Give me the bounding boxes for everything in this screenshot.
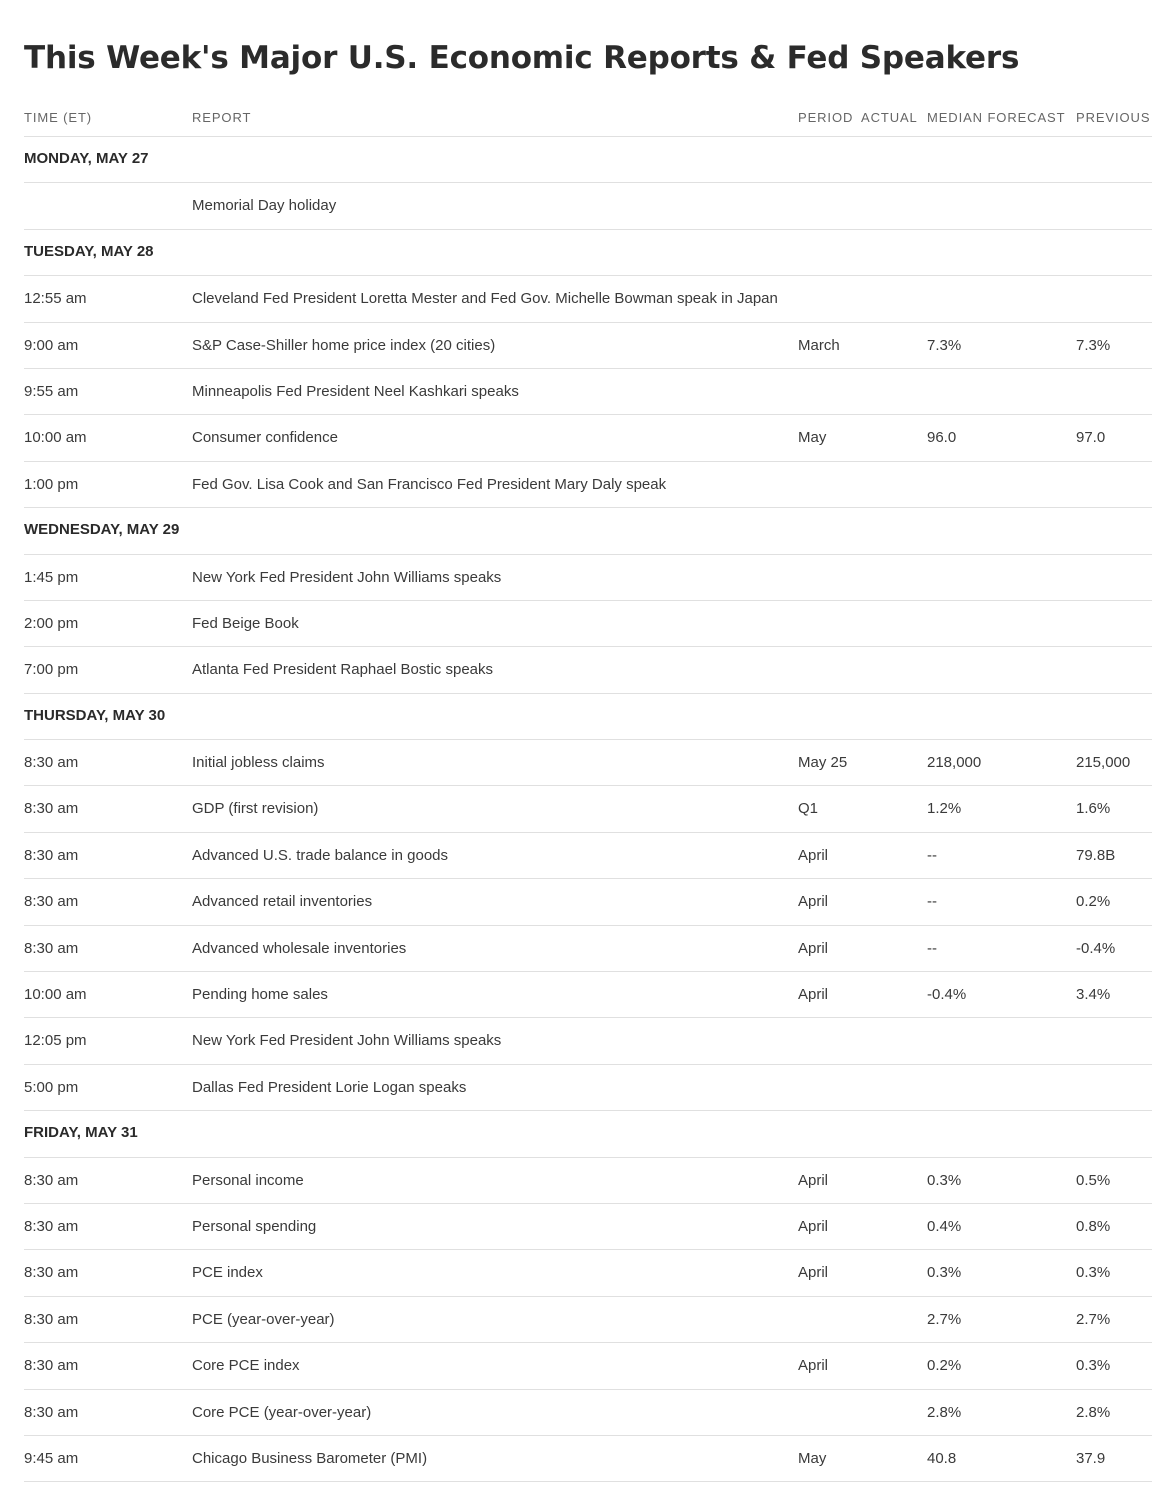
- time-cell: 10:00 am: [24, 986, 87, 1004]
- report-cell: Core PCE index: [192, 1357, 300, 1375]
- period-cell: April: [798, 893, 829, 911]
- table-row: [24, 323, 1152, 369]
- report-cell: Atlanta Fed President Raphael Bostic speaks: [192, 661, 494, 679]
- table-row: [24, 1390, 1152, 1436]
- median-forecast-cell: --: [927, 893, 937, 911]
- time-cell: 8:30 am: [24, 1357, 79, 1375]
- median-forecast-cell: 0.3%: [927, 1171, 962, 1189]
- median-forecast-cell: 2.8%: [927, 1403, 962, 1421]
- report-cell: New York Fed President John Williams speaks: [192, 1032, 502, 1050]
- table-row: [24, 1204, 1152, 1250]
- previous-cell: 97.0: [1076, 429, 1106, 447]
- time-cell: 8:30 am: [24, 800, 79, 818]
- time-cell: 12:55 am: [24, 290, 87, 308]
- day-header-row: [24, 694, 1152, 740]
- previous-cell: 2.7%: [1076, 1310, 1111, 1328]
- median-forecast-cell: 7.3%: [927, 336, 962, 354]
- period-cell: Q1: [798, 800, 819, 818]
- report-cell: Initial jobless claims: [192, 754, 325, 772]
- period-cell: May: [798, 1449, 827, 1467]
- time-cell: 8:30 am: [24, 893, 79, 911]
- time-cell: 1:00 pm: [24, 475, 79, 493]
- previous-cell: 79.8B: [1076, 846, 1116, 864]
- day-header-row: [24, 137, 1152, 183]
- report-cell: Fed Gov. Lisa Cook and San Francisco Fed President Mary Daly speak: [192, 475, 667, 493]
- period-cell: April: [798, 939, 829, 957]
- previous-cell: 3.4%: [1076, 986, 1111, 1004]
- table-row: [24, 183, 1152, 229]
- day-label: FRIDAY, MAY 31: [24, 1124, 138, 1142]
- report-cell: Core PCE (year-over-year): [192, 1403, 372, 1421]
- median-forecast-cell: --: [927, 939, 937, 957]
- page-title: This Week's Major U.S. Economic Reports & Fed Speakers: [24, 40, 1020, 76]
- previous-cell: 37.9: [1076, 1449, 1106, 1467]
- table-body: [24, 137, 1152, 1482]
- report-cell: PCE (year-over-year): [192, 1310, 335, 1328]
- day-label: TUESDAY, MAY 28: [24, 242, 154, 260]
- period-cell: April: [798, 1171, 829, 1189]
- period-cell: March: [798, 336, 840, 354]
- period-cell: May 25: [798, 754, 848, 772]
- median-forecast-cell: 1.2%: [927, 800, 962, 818]
- previous-cell: -0.4%: [1076, 939, 1116, 957]
- median-forecast-cell: 40.8: [927, 1449, 957, 1467]
- median-forecast-cell: 0.3%: [927, 1264, 962, 1282]
- time-cell: 10:00 am: [24, 429, 87, 447]
- report-cell: PCE index: [192, 1264, 263, 1282]
- report-cell: GDP (first revision): [192, 800, 319, 818]
- table-row: [24, 1297, 1152, 1343]
- column-header-actual: ACTUAL: [861, 110, 918, 125]
- previous-cell: 0.5%: [1076, 1171, 1111, 1189]
- time-cell: 8:30 am: [24, 754, 79, 772]
- report-cell: Personal spending: [192, 1217, 317, 1235]
- time-cell: 9:00 am: [24, 336, 79, 354]
- table-row: [24, 833, 1152, 879]
- table-row: [24, 415, 1152, 461]
- previous-cell: 0.2%: [1076, 893, 1111, 911]
- previous-cell: 0.3%: [1076, 1357, 1111, 1375]
- previous-cell: 2.8%: [1076, 1403, 1111, 1421]
- time-cell: 8:30 am: [24, 939, 79, 957]
- report-cell: Consumer confidence: [192, 429, 338, 447]
- report-cell: Fed Beige Book: [192, 614, 299, 632]
- table-row: [24, 1158, 1152, 1204]
- economic-calendar-table: [24, 96, 1152, 1482]
- report-cell: Chicago Business Barometer (PMI): [192, 1449, 428, 1467]
- time-cell: 12:05 pm: [24, 1032, 87, 1050]
- period-cell: May: [798, 429, 827, 447]
- previous-cell: 215,000: [1076, 754, 1131, 772]
- column-header-period: PERIOD: [798, 110, 854, 125]
- table-row: [24, 1436, 1152, 1482]
- median-forecast-cell: 0.2%: [927, 1357, 962, 1375]
- time-cell: 8:30 am: [24, 1171, 79, 1189]
- previous-cell: 1.6%: [1076, 800, 1111, 818]
- table-row: [24, 276, 1152, 322]
- table-row: [24, 647, 1152, 693]
- previous-cell: 7.3%: [1076, 336, 1111, 354]
- time-cell: 8:30 am: [24, 1310, 79, 1328]
- day-header-row: [24, 230, 1152, 276]
- time-cell: 2:00 pm: [24, 614, 79, 632]
- table-row: [24, 786, 1152, 832]
- table-row: [24, 601, 1152, 647]
- report-cell: Advanced retail inventories: [192, 893, 373, 911]
- column-header-previous: PREVIOUS: [1076, 110, 1151, 125]
- table-row: [24, 555, 1152, 601]
- time-cell: 9:45 am: [24, 1449, 79, 1467]
- table-row: [24, 740, 1152, 786]
- period-cell: April: [798, 1357, 829, 1375]
- column-header-report: REPORT: [192, 110, 252, 125]
- time-cell: 9:55 am: [24, 382, 79, 400]
- report-cell: Advanced wholesale inventories: [192, 939, 407, 957]
- period-cell: April: [798, 846, 829, 864]
- table-row: [24, 462, 1152, 508]
- report-cell: Memorial Day holiday: [192, 197, 337, 215]
- median-forecast-cell: 96.0: [927, 429, 957, 447]
- table-row: [24, 1343, 1152, 1389]
- column-header-time: TIME (ET): [24, 110, 93, 125]
- time-cell: 5:00 pm: [24, 1078, 79, 1096]
- previous-cell: 0.8%: [1076, 1217, 1111, 1235]
- table-row: [24, 369, 1152, 415]
- table-header-row: [24, 96, 1152, 137]
- day-label: MONDAY, MAY 27: [24, 150, 149, 167]
- time-cell: 8:30 am: [24, 1403, 79, 1421]
- time-cell: 8:30 am: [24, 1217, 79, 1235]
- time-cell: 8:30 am: [24, 1264, 79, 1282]
- table-row: [24, 972, 1152, 1018]
- period-cell: April: [798, 1217, 829, 1235]
- time-cell: 1:45 pm: [24, 568, 79, 586]
- median-forecast-cell: -0.4%: [927, 986, 967, 1004]
- day-label: WEDNESDAY, MAY 29: [24, 521, 180, 539]
- table-row: [24, 1018, 1152, 1064]
- report-cell: S&P Case-Shiller home price index (20 cities): [192, 336, 496, 354]
- time-cell: 7:00 pm: [24, 661, 79, 679]
- report-cell: Personal income: [192, 1171, 304, 1189]
- report-cell: Cleveland Fed President Loretta Mester and Fed Gov. Michelle Bowman speak in Japan: [192, 290, 778, 308]
- table-row: [24, 1250, 1152, 1296]
- report-cell: New York Fed President John Williams speaks: [192, 568, 502, 586]
- day-header-row: [24, 508, 1152, 554]
- table-row: [24, 879, 1152, 925]
- median-forecast-cell: 2.7%: [927, 1310, 962, 1328]
- period-cell: April: [798, 1264, 829, 1282]
- median-forecast-cell: 218,000: [927, 754, 982, 772]
- period-cell: April: [798, 986, 829, 1004]
- table-row: [24, 1065, 1152, 1111]
- report-cell: Minneapolis Fed President Neel Kashkari speaks: [192, 382, 519, 400]
- report-cell: Dallas Fed President Lorie Logan speaks: [192, 1078, 467, 1096]
- report-cell: Pending home sales: [192, 986, 328, 1004]
- day-label: THURSDAY, MAY 30: [24, 706, 166, 724]
- median-forecast-cell: --: [927, 846, 937, 864]
- median-forecast-cell: 0.4%: [927, 1217, 962, 1235]
- table-row: [24, 926, 1152, 972]
- previous-cell: 0.3%: [1076, 1264, 1111, 1282]
- report-cell: Advanced U.S. trade balance in goods: [192, 846, 449, 864]
- day-header-row: [24, 1111, 1152, 1157]
- time-cell: 8:30 am: [24, 846, 79, 864]
- column-header-median-forecast: MEDIAN FORECAST: [927, 110, 1066, 125]
